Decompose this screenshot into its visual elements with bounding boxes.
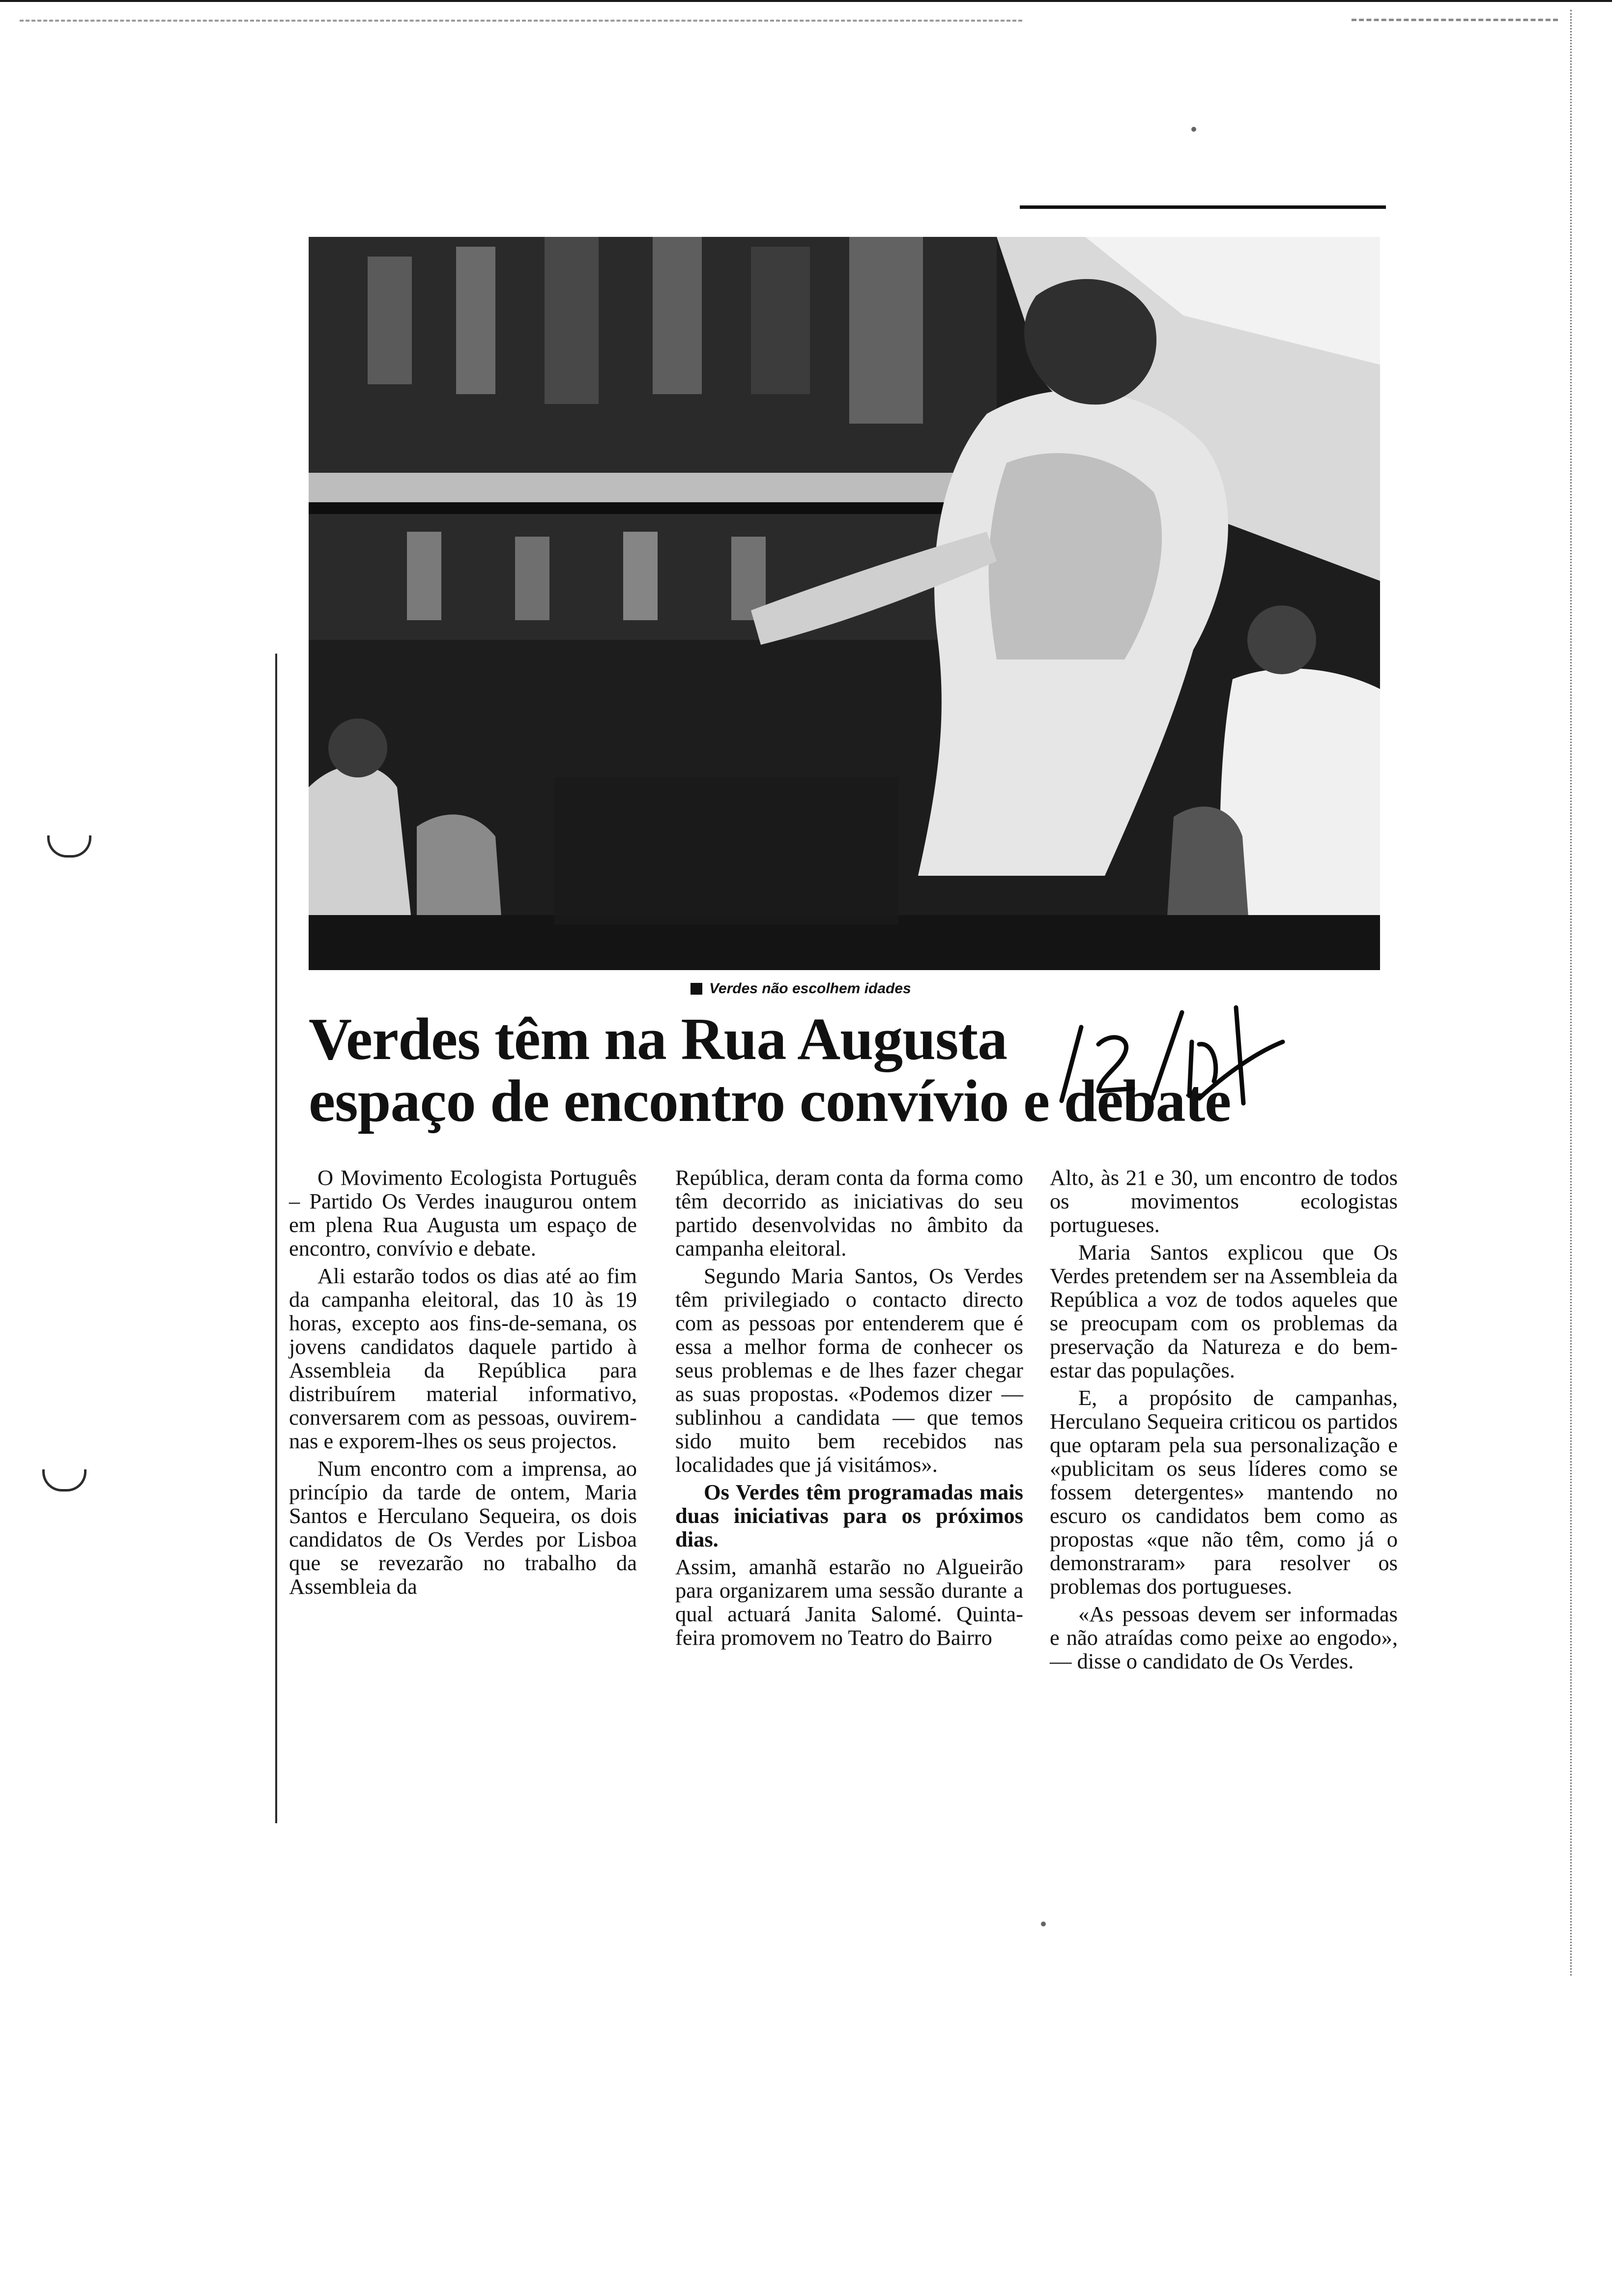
paragraph: E, a propósito de campanhas, Herculano Sequeira criticou os partidos que optaram pela sua personalização e «publicitam os seus líderes como se fossem detergentes» mantendo no escuro os candidatos bem como as propostas «que não têm, como já o demonstraram» para resolver os problemas dos portugueses. xyxy=(1050,1385,1398,1599)
article-column-2 xyxy=(675,1166,1023,1649)
paragraph: Maria Santos explicou que Os Verdes pretendem ser na Assembleia da República a voz de todos aqueles que se preocupam com os problemas da preservação da Natureza e do bem-estar das populações. xyxy=(1050,1240,1398,1382)
scan-noise xyxy=(1352,19,1558,21)
news-photo xyxy=(309,237,1380,970)
handwritten-date-note xyxy=(1052,998,1297,1111)
headline-line-2: espaço de encontro convívio e debate xyxy=(309,1068,1231,1134)
article-column-3 xyxy=(1050,1166,1398,1673)
scan-speck xyxy=(1191,127,1196,132)
clipping-edge-rule xyxy=(275,654,277,1823)
scan-top-border xyxy=(0,0,1612,2)
scan-noise xyxy=(20,20,1022,22)
paragraph: «As pessoas devem ser informadas e não atraídas como peixe ao engodo», — disse o candidato de Os Verdes. xyxy=(1050,1602,1398,1673)
scan-speck xyxy=(1041,1922,1046,1926)
paragraph: República, deram conta da forma como têm decorrido as iniciativas do seu partido desenvolvidas no âmbito da campanha eleitoral. xyxy=(675,1165,1023,1261)
punch-hole-mark xyxy=(42,1469,86,1492)
headline-line-1: Verdes têm na Rua Augusta xyxy=(309,1006,1008,1072)
article-column-1 xyxy=(289,1166,637,1598)
paragraph: Segundo Maria Santos, Os Verdes têm privilegiado o contacto directo com as pessoas por entenderem que é essa a melhor forma de conhecer os seus problemas e de lhes fazer chegar as suas propostas. «Podemos dizer — sublinhou a candidata — que temos sido muito bem recebidos nas localidades que já visitámos». xyxy=(675,1263,1023,1477)
photo-illustration xyxy=(309,237,1380,970)
caption-bullet-icon xyxy=(691,983,702,995)
paragraph: Ali estarão todos os dias até ao fim da campanha eleitoral, das 10 às 19 horas, excepto aos fins-de-semana, os jovens candidatos daquele partido à Assembleia da República para distribuírem material informativo, conversarem com as pessoas, ouvirem-nas e exporem-lhes os seus projectos. xyxy=(289,1263,637,1453)
column-rule xyxy=(1020,205,1386,209)
paragraph: O Movimento Ecologista Português – Partido Os Verdes inaugurou ontem em plena Rua Augusta um espaço de encontro, convívio e debate. xyxy=(289,1165,637,1261)
caption-text: Verdes não escolhem idades xyxy=(709,980,911,997)
punch-hole-mark xyxy=(47,835,91,858)
paragraph: Alto, às 21 e 30, um encontro de todos os movimentos ecologistas portugueses. xyxy=(1050,1165,1398,1237)
paragraph: Num encontro com a imprensa, ao princípio da tarde de ontem, Maria Santos e Herculano Sequeira, os dois candidatos de Os Verdes por Lisboa que se revezarão no trabalho da Assembleia da xyxy=(289,1456,637,1599)
paragraph: Os Verdes têm programadas mais duas iniciativas para os próximos dias. xyxy=(675,1480,1023,1551)
paragraph: Assim, amanhã estarão no Algueirão para organizarem uma sessão durante a qual actuará Janita Salomé. Quinta-feira promovem no Teatro do Bairro xyxy=(675,1554,1023,1650)
photo-caption xyxy=(691,978,911,1000)
scan-right-edge xyxy=(1570,10,1572,1976)
